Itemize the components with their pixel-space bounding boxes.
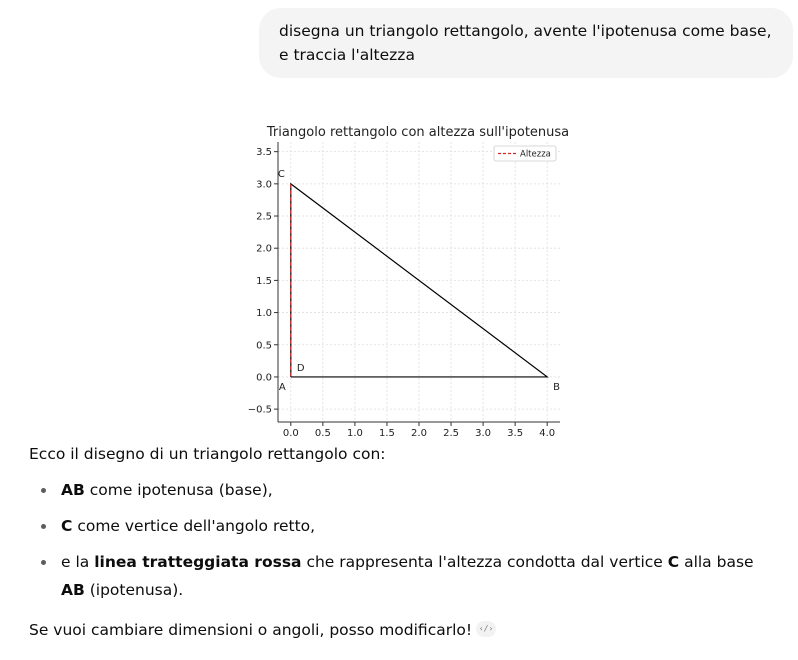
list-item-text: e la <box>61 553 95 571</box>
y-tick-label: 2.0 <box>256 243 272 255</box>
chart-ticks <box>248 147 555 439</box>
user-message-text: disegna un triangolo rettangolo, avente l'ipotenusa come base, e traccia l'altezza <box>279 22 772 64</box>
y-tick-label: 3.0 <box>256 179 272 191</box>
list-item <box>29 548 769 604</box>
point-label-b: B <box>553 381 561 393</box>
bold-text: AB <box>61 581 85 599</box>
y-tick-label: 3.5 <box>256 147 272 159</box>
assistant-message <box>29 440 769 644</box>
chart-grid <box>278 142 560 422</box>
assistant-outro-text: Se vuoi cambiare dimensioni o angoli, posso modificarlo! <box>29 621 473 639</box>
bold-text: AB <box>61 481 85 499</box>
x-tick-label: 3.5 <box>507 428 524 439</box>
list-item-text: come vertice dell'angolo retto, <box>72 517 316 535</box>
chart-legend <box>494 146 556 161</box>
y-tick-label: 2.5 <box>256 211 272 223</box>
legend-label: Altezza <box>520 149 551 160</box>
point-label-c: C <box>277 168 285 180</box>
point-label-a: A <box>278 381 286 393</box>
assistant-bullet-list <box>29 476 769 604</box>
point-label-d: D <box>296 362 305 374</box>
y-tick-label: 0.0 <box>256 372 272 384</box>
bold-text: linea tratteggiata rossa <box>94 553 302 571</box>
assistant-intro: Ecco il disegno di un triangolo rettangolo con: <box>29 445 386 463</box>
assistant-outro <box>29 616 769 644</box>
y-tick-label: 1.5 <box>256 275 272 287</box>
bold-text: C <box>61 517 73 535</box>
x-tick-label: 0.5 <box>314 428 331 439</box>
list-item-text: alla base <box>679 553 754 571</box>
x-tick-label: 1.5 <box>379 428 395 439</box>
chart-title: Triangolo rettangolo con altezza sull'ipotenusa <box>266 125 570 140</box>
x-tick-label: 2.0 <box>411 428 427 439</box>
list-item-text: (ipotenusa). <box>84 581 184 599</box>
list-item <box>29 512 769 540</box>
list-item-text: che rappresenta l'altezza condotta dal vertice <box>301 553 668 571</box>
code-icon[interactable]: ‹/› <box>476 621 496 637</box>
y-tick-label: 1.0 <box>256 308 272 320</box>
x-tick-label: 2.5 <box>443 428 459 439</box>
list-item <box>29 476 769 504</box>
y-tick-label: 0.5 <box>256 340 272 352</box>
bold-text: C <box>667 553 680 571</box>
x-tick-label: 4.0 <box>539 428 556 439</box>
x-tick-label: 0.0 <box>282 428 299 439</box>
chart-image[interactable] <box>242 120 582 440</box>
user-message-bubble <box>259 8 793 78</box>
y-tick-label: −0.5 <box>247 404 272 416</box>
x-tick-label: 3.0 <box>475 428 492 439</box>
x-tick-label: 1.0 <box>346 428 363 439</box>
list-item-text: come ipotenusa (base), <box>84 481 273 499</box>
chart-svg <box>242 120 582 440</box>
